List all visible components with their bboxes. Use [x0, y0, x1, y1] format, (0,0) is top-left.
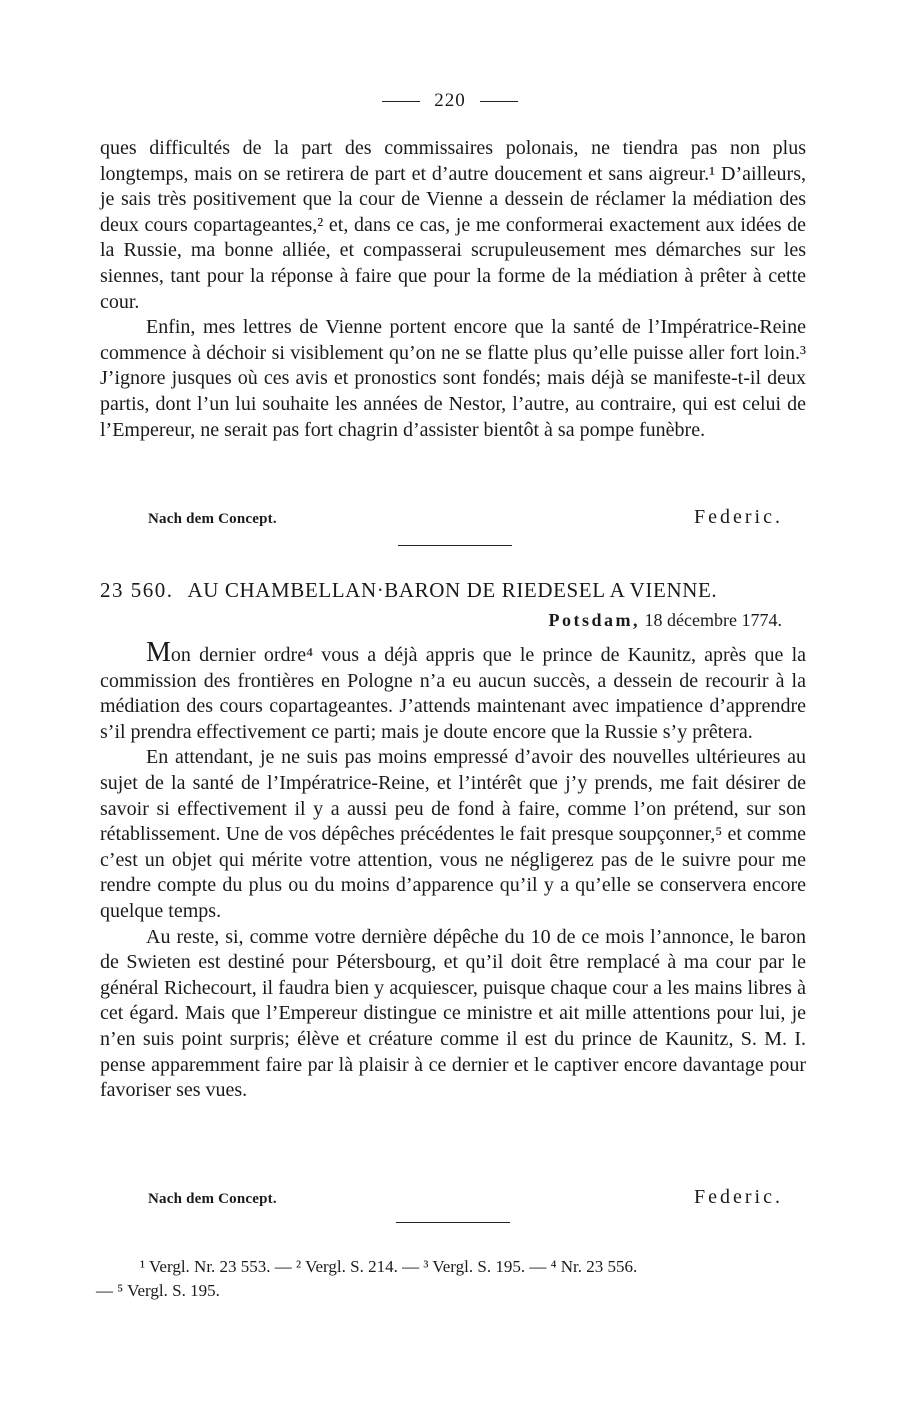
continued-letter-body [100, 136, 806, 443]
source-note: Nach dem Concept. [148, 1191, 277, 1207]
header-dash-left [382, 101, 420, 102]
page-number: 220 [434, 90, 466, 111]
letter-body [100, 637, 806, 1104]
dateline [549, 610, 782, 631]
section-divider [398, 545, 512, 546]
footnote-line: ¹ Vergl. Nr. 23 553. — ² Vergl. S. 214. — ³ Vergl. S. 195. — ⁴ Nr. 23 556. [140, 1257, 638, 1276]
page-header [0, 90, 900, 112]
letter-number: 23 560. [100, 578, 174, 602]
header-dash-right [480, 101, 518, 102]
paragraph: Mon dernier ordre⁴ vous a déjà appris que le prince de Kaunitz, après que la commission des frontières en Pologne n’a eu aucun succès, a dessein de recourir à la médiation des cours copartageantes. J’attends maintenant avec impatience d’apprendre s’il prendra effectivement ce parti; mais je doute encore que la Russie s’y prêtera. [100, 637, 806, 743]
paragraph: Enfin, mes lettres de Vienne portent encore que la santé de l’Impératrice-Reine commence à déchoir si visiblement qu’on ne se flatte plus qu’elle puisse aller fort loin.³ J’ignore jusques où ces avis et pronostics sont fondés; mais déjà se manifeste-t-il deux partis, dont l’un lui souhaite les années de Nestor, l’autre, au contraire, qui est celui de l’Empereur, ne serait pas fort chagrin d’assister bientôt à sa pompe funèbre. [100, 316, 806, 441]
closing-row [148, 506, 783, 529]
footnotes [96, 1255, 808, 1303]
footnote-divider [396, 1222, 510, 1223]
dateline-date: 18 décembre 1774. [644, 610, 782, 630]
source-note: Nach dem Concept. [148, 511, 277, 527]
paragraph: ques difficultés de la part des commissaires polonais, ne tiendra pas non plus longtemps, mais on se retirera de part et d’autre doucement et sans aigreur.¹ D’ailleurs, je sais très positivement que la cour de Vienne a dessein de réclamer la médiation des deux cours copartageantes,² et, dans ce cas, je me conformerai exactement aux idées de la Russie, ma bonne alliée, et compasserai scrupuleusement mes démarches sur les siennes, tant pour la réponse à faire que pour la forme de la médiation à prêter à cette cour. [100, 137, 806, 313]
letter-title: AU CHAMBELLAN·BARON DE RIEDESEL A VIENNE. [187, 578, 718, 602]
dateline-place: Potsdam, [548, 610, 641, 630]
footnote-line: — ⁵ Vergl. S. 195. [96, 1281, 220, 1300]
signature: Federic. [694, 1186, 783, 1208]
paragraph: En attendant, je ne suis pas moins empressé d’avoir des nouvelles ultérieures au sujet de la santé de l’Impératrice-Reine, et l’intérêt que j’y prends, me fait désirer de savoir si effectivement il y a aussi peu de fond à faire, comme l’on prétend, sur son rétablissement. Une de vos dépêches précédentes le fait presque soupçonner,⁵ et comme c’est un objet qui mérite votre attention, vous ne négligerez pas de le suivre pour me rendre compte du plus ou du moins d’apparence qu’il y a qu’elle se conservera encore quelque temps. [100, 746, 806, 922]
letter-heading [100, 578, 806, 603]
closing-row [148, 1186, 783, 1209]
signature: Federic. [694, 506, 783, 528]
paragraph: Au reste, si, comme votre dernière dépêche du 10 de ce mois l’annonce, le baron de Swieten est destiné pour Pétersbourg, et qu’il doit être remplacé à ma cour par le général Richecourt, il faudra bien y acquiescer, puisque chaque cour a les mains libres à cet égard. Mais que l’Empereur distingue ce ministre et ait mille attentions pour lui, je n’en suis point surpris; élève et créature comme il est du prince de Kaunitz, S. M. I. pense apparemment faire par là plaisir à ce dernier et le captiver encore davantage pour favoriser ses vues. [100, 925, 806, 1102]
